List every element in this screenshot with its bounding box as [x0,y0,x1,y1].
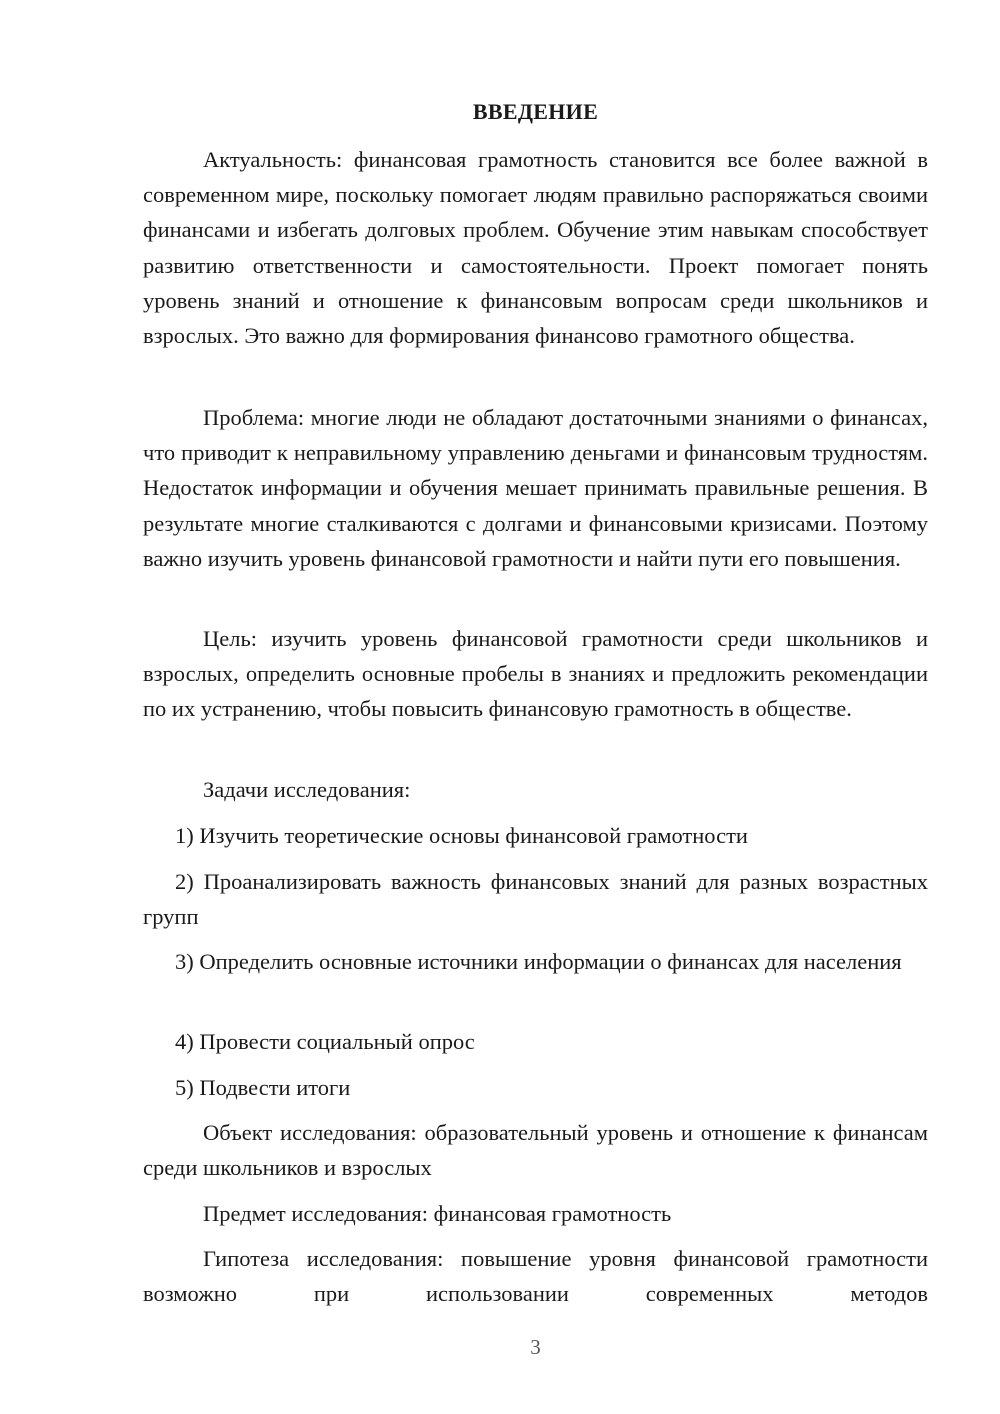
section-title: ВВЕДЕНИЕ [472,99,599,124]
document-page [143,0,928,1414]
paragraph-relevance: Актуальность: финансовая грамотность становится все более важной в современном мире, поскольку помогает людям правильно распоряжаться своими финансами и избегать долговых проблем. Обучение этим навыкам способствует развитию ответственности и самостоятельности. Проект помогает понять уровень знаний и отношение к финансовым вопросам среди школьников и взрослых. Это важно для формирования финансово грамотного общества. [143,147,928,349]
paragraph-object: Объект исследования: образовательный уровень и отношение к финансам среди школьников и взрослых [143,1120,928,1181]
task-item-5: 5) Подвести итоги [175,1075,351,1100]
task-item-2: 2) Проанализировать важность финансовых знаний для разных возрастных групп [143,869,928,930]
paragraph-goal: Цель: изучить уровень финансовой грамотности среди школьников и взрослых, определить основные пробелы в знаниях и предложить рекомендации по их устранению, чтобы повысить финансовую грамотность в обществе. [143,626,928,722]
page-number: 3 [530,1335,541,1359]
paragraph-hypothesis: Гипотеза исследования: повышение уровня финансовой грамотности возможно при использовании современных методов [143,1246,928,1307]
tasks-heading: Задачи исследования: [203,777,411,802]
task-item-3: 3) Определить основные источники информации о финансах для населения [175,949,902,974]
paragraph-problem: Проблема: многие люди не обладают достаточными знаниями о финансах, что приводит к неправильному управлению деньгами и финансовым трудностям. Недостаток информации и обучения мешает принимать правильные решения. В результате многие сталкиваются с долгами и финансовыми кризисами. Поэтому важно изучить уровень финансовой грамотности и найти пути его повышения. [143,405,928,571]
paragraph-subject: Предмет исследования: финансовая грамотность [203,1201,672,1226]
task-item-1: 1) Изучить теоретические основы финансовой грамотности [175,823,748,848]
task-item-4: 4) Провести социальный опрос [175,1029,475,1054]
